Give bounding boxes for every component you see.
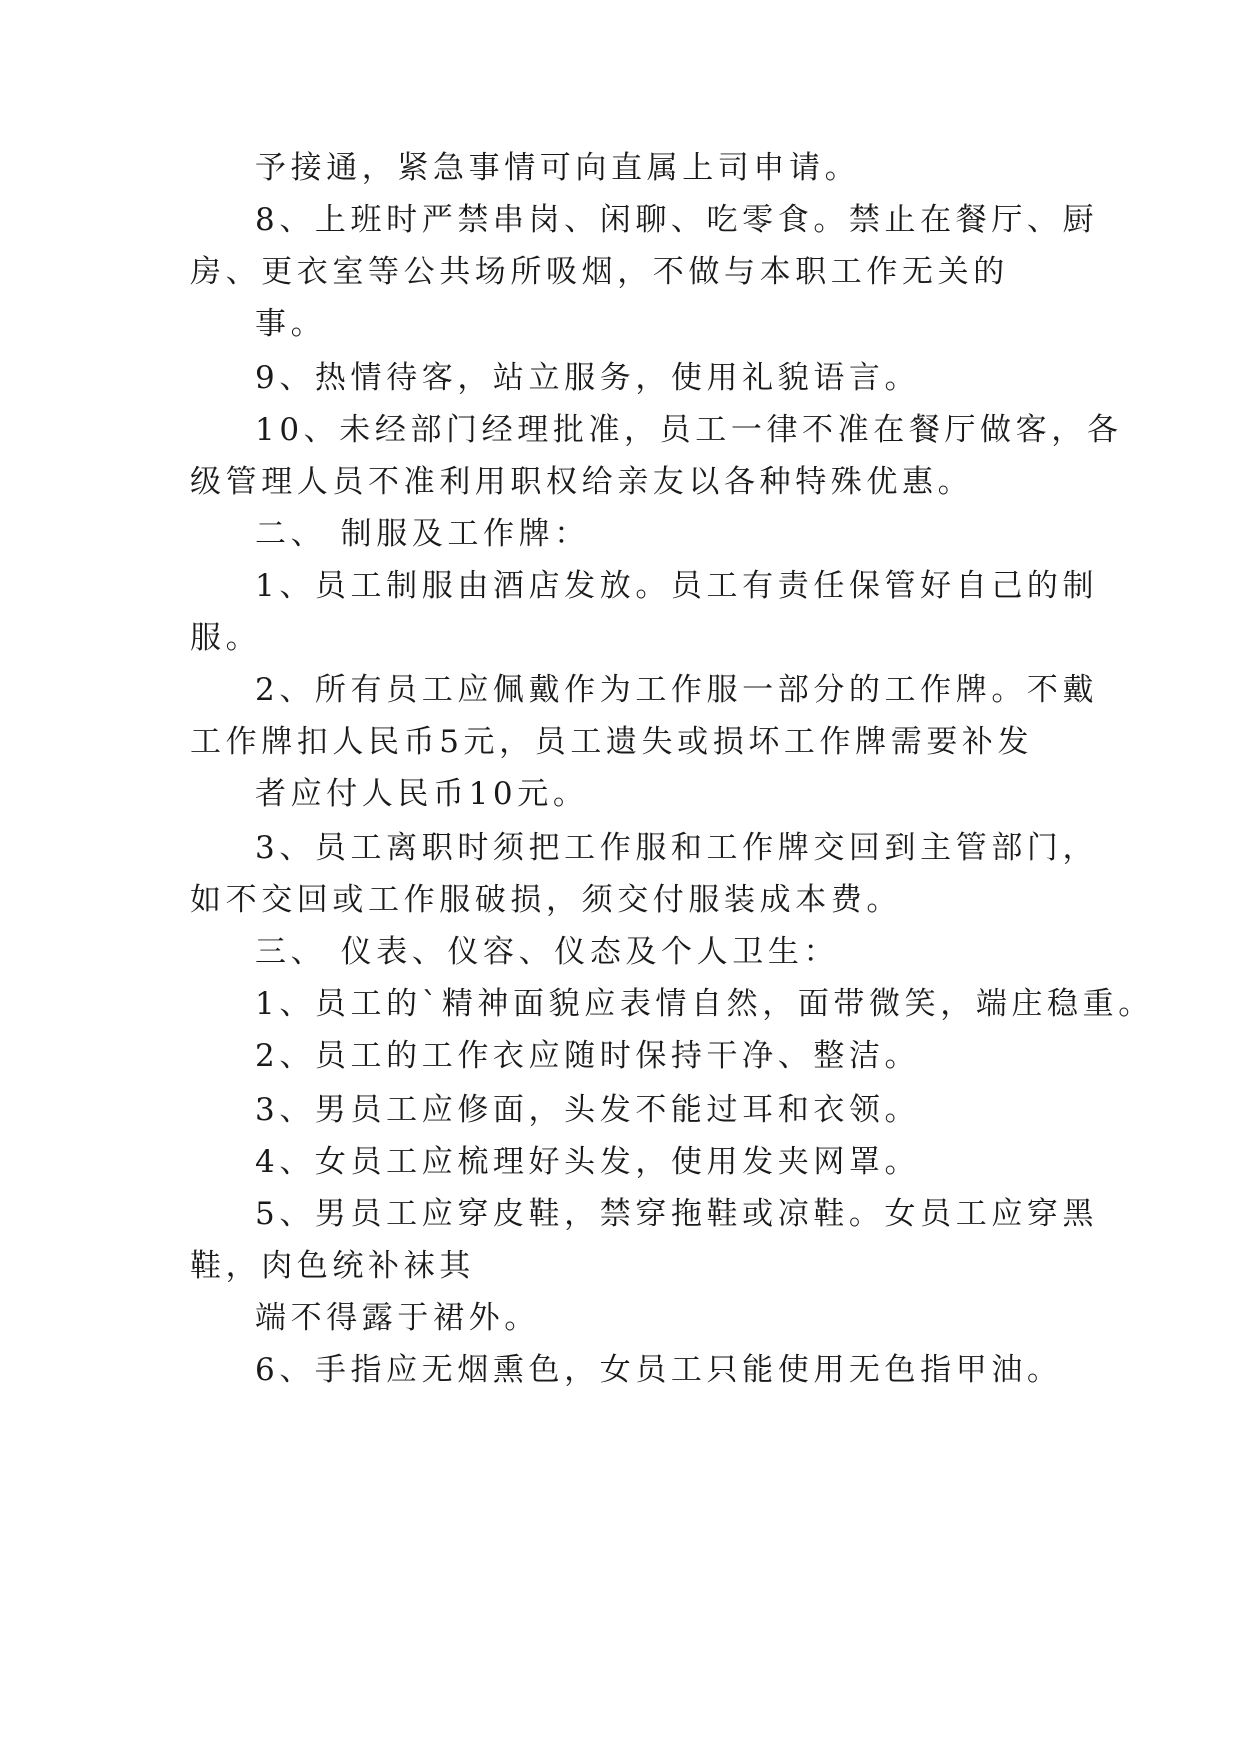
text-line: 者应付人民币10元。 xyxy=(255,776,589,812)
text-line: 级管理人员不准利用职权给亲友以各种特殊优惠。 xyxy=(190,464,974,500)
text-line: 5、男员工应穿皮鞋，禁穿拖鞋或凉鞋。女员工应穿黑 xyxy=(255,1196,1099,1232)
text-line: 如不交回或工作服破损，须交付服装成本费。 xyxy=(190,882,902,918)
text-line: 2、员工的工作衣应随时保持干净、整洁。 xyxy=(255,1038,921,1074)
text-line: 1、员工的`精神面貌应表情自然，面带微笑，端庄稳重。 xyxy=(255,986,1154,1022)
text-line: 3、男员工应修面，头发不能过耳和衣领。 xyxy=(255,1092,921,1128)
text-line: 工作牌扣人民币5元，员工遗失或损坏工作牌需要补发 xyxy=(190,724,1034,760)
text-line: 服。 xyxy=(190,620,262,656)
text-line: 鞋，肉色统补袜其 xyxy=(190,1248,475,1284)
text-line: 6、手指应无烟熏色，女员工只能使用无色指甲油。 xyxy=(255,1352,1063,1388)
text-line: 3、员工离职时须把工作服和工作牌交回到主管部门， xyxy=(255,830,1099,866)
section-heading: 二、 制服及工作牌： xyxy=(255,516,590,552)
section-heading: 三、 仪表、仪容、仪态及个人卫生： xyxy=(255,934,840,970)
text-line: 4、女员工应梳理好头发，使用发夹网罩。 xyxy=(255,1144,921,1180)
text-line: 房、更衣室等公共场所吸烟，不做与本职工作无关的 xyxy=(190,254,1009,290)
text-line: 2、所有员工应佩戴作为工作服一部分的工作牌。不戴 xyxy=(255,672,1099,708)
text-line: 1、员工制服由酒店发放。员工有责任保管好自己的制 xyxy=(255,568,1099,604)
text-line: 事。 xyxy=(255,306,327,342)
text-line: 予接通，紧急事情可向直属上司申请。 xyxy=(255,150,861,186)
text-line: 端不得露于裙外。 xyxy=(255,1300,540,1336)
text-line: 9、热情待客，站立服务，使用礼貌语言。 xyxy=(255,360,921,396)
text-line: 8、上班时严禁串岗、闲聊、吃零食。禁止在餐厅、厨 xyxy=(255,202,1099,238)
text-line: 10、未经部门经理批准，员工一律不准在餐厅做客，各 xyxy=(255,412,1123,448)
